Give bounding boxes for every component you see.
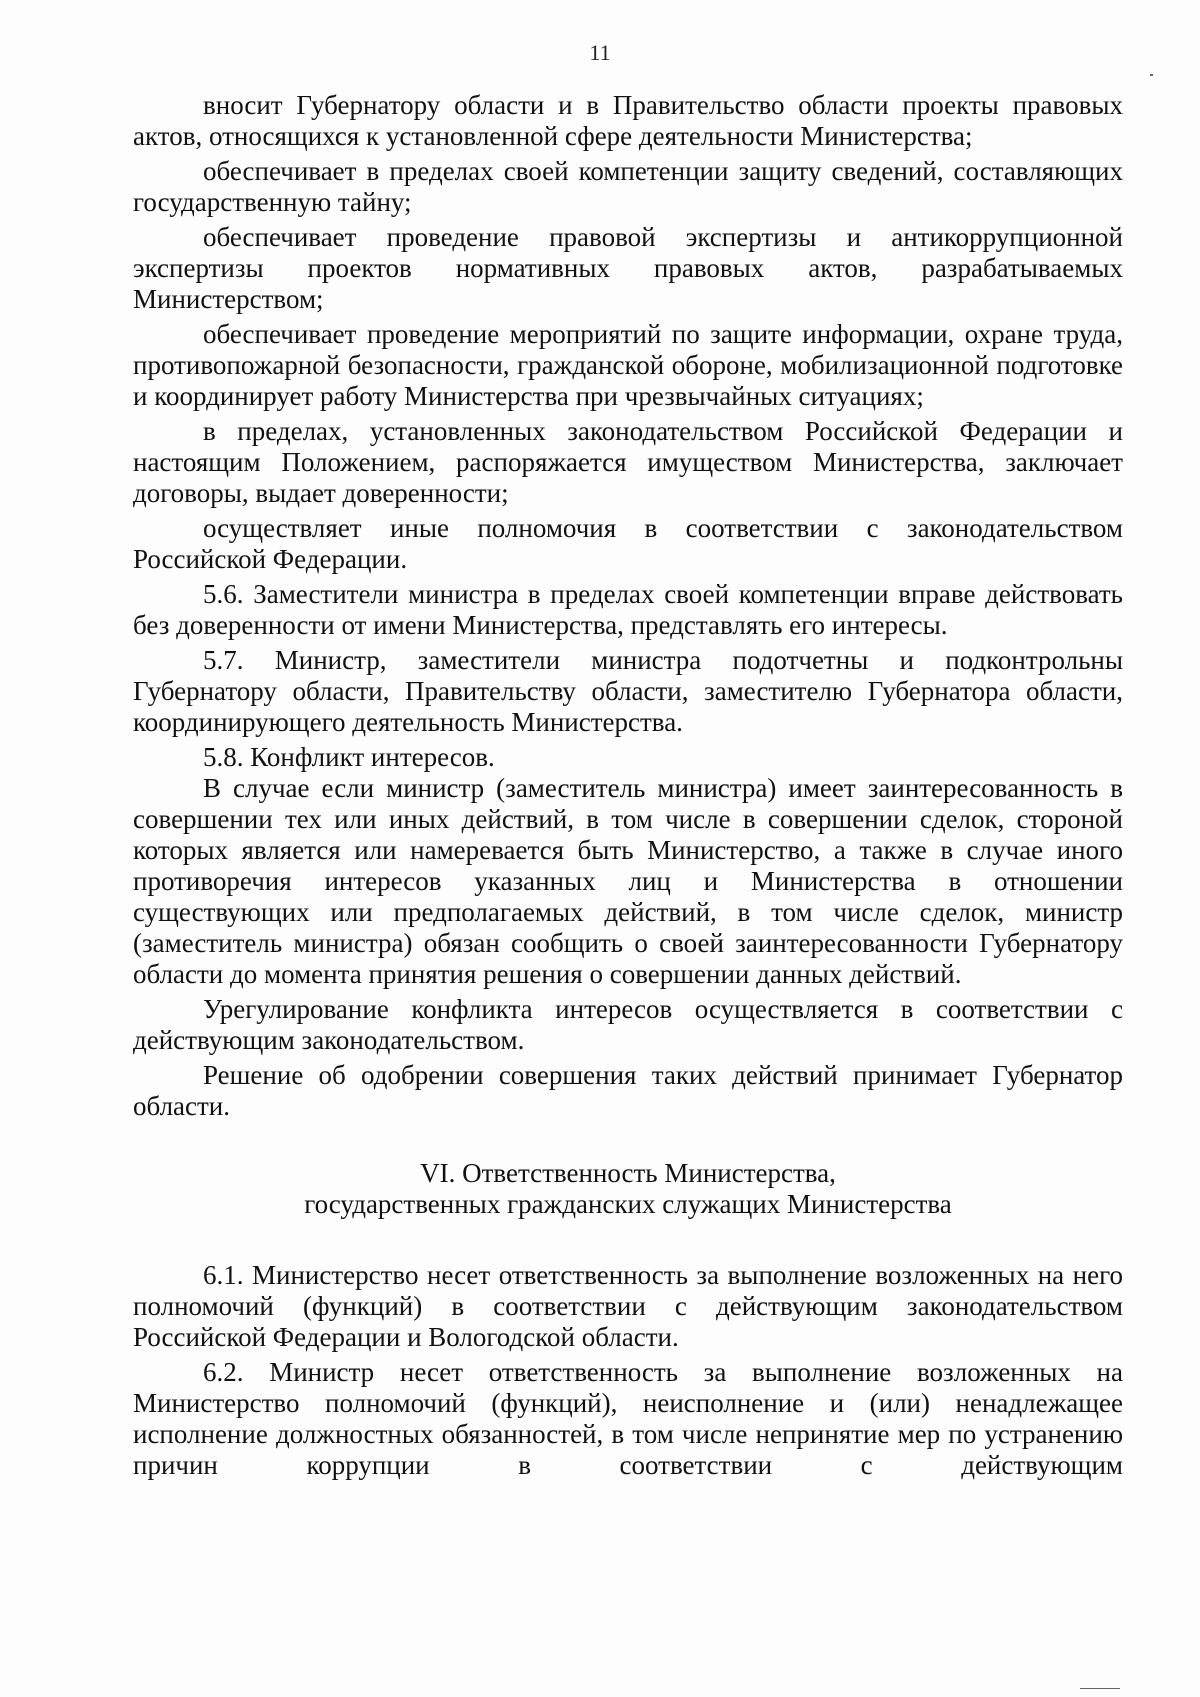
paragraph: Решение об одобрении совершения таких действий принимает Губернатор области. bbox=[133, 1060, 1123, 1121]
paragraph: 6.1. Министерство несет ответственность за выполнение возложенных на него полномочий (функций) в соответствии с действующим законодательством Российской Федерации и Вологодской области. bbox=[133, 1260, 1123, 1352]
page-number: 11 bbox=[589, 40, 611, 65]
section-title-line: VI. Ответственность Министерства, bbox=[420, 1158, 836, 1188]
paragraph: обеспечивает в пределах своей компетенции защиту сведений, составляющих государственную тайну; bbox=[133, 156, 1123, 217]
section-title-line: государственных гражданских служащих Министерства bbox=[304, 1189, 952, 1219]
paragraph: 5.7. Министр, заместители министра подотчетны и подконтрольны Губернатору области, Правительству области, заместителю Губернатора области, координирующего деятельность Министерства. bbox=[133, 645, 1123, 737]
paragraph: 6.2. Министр несет ответственность за выполнение возложенных на Министерство полномочий (функций), неисполнение и (или) ненадлежащее исполнение должностных обязанностей, в том числе непринятие мер по устранению причин коррупции в соответствии с действующим bbox=[133, 1357, 1123, 1480]
paragraph: вносит Губернатору области и в Правительство области проекты правовых актов, относящихся к установленной сфере деятельности Министерства; bbox=[133, 90, 1123, 151]
section-heading bbox=[133, 1158, 1123, 1220]
paragraph: в пределах, установленных законодательством Российской Федерации и настоящим Положением, распоряжается имуществом Министерства, заключает договоры, выдает доверенности; bbox=[133, 416, 1123, 508]
paragraph: обеспечивает проведение мероприятий по защите информации, охране труда, противопожарной безопасности, гражданской обороне, мобилизационной подготовке и координирует работу Министерства при чрезвычайных ситуациях; bbox=[133, 319, 1123, 411]
paragraph: Урегулирование конфликта интересов осуществляется в соответствии с действующим законодательством. bbox=[133, 994, 1123, 1055]
paragraph: 5.8. Конфликт интересов. bbox=[203, 742, 495, 772]
paragraph: обеспечивает проведение правовой экспертизы и антикоррупционной экспертизы проектов нормативных правовых актов, разрабатываемых Министерством; bbox=[133, 222, 1123, 314]
scan-artifact bbox=[1080, 1688, 1120, 1689]
paragraph: В случае если министр (заместитель министра) имеет заинтересованность в совершении тех или иных действий, в том числе в совершении сделок, стороной которых является или намеревается быть Министерство, а также в случае иного противоречия интересов указанных лиц и Министерства в отношении существующих или предполагаемых действий, в том числе сделок, министр (заместитель министра) обязан сообщить о своей заинтересованности Губернатору области до момента принятия решения о совершении данных действий. bbox=[133, 773, 1123, 989]
paragraph: осуществляет иные полномочия в соответствии с законодательством Российской Федерации. bbox=[133, 513, 1123, 574]
document-body bbox=[133, 90, 1123, 1481]
paragraph: 5.6. Заместители министра в пределах своей компетенции вправе действовать без доверенности от имени Министерства, представлять его интересы. bbox=[133, 579, 1123, 640]
scan-artifact bbox=[1150, 74, 1153, 76]
